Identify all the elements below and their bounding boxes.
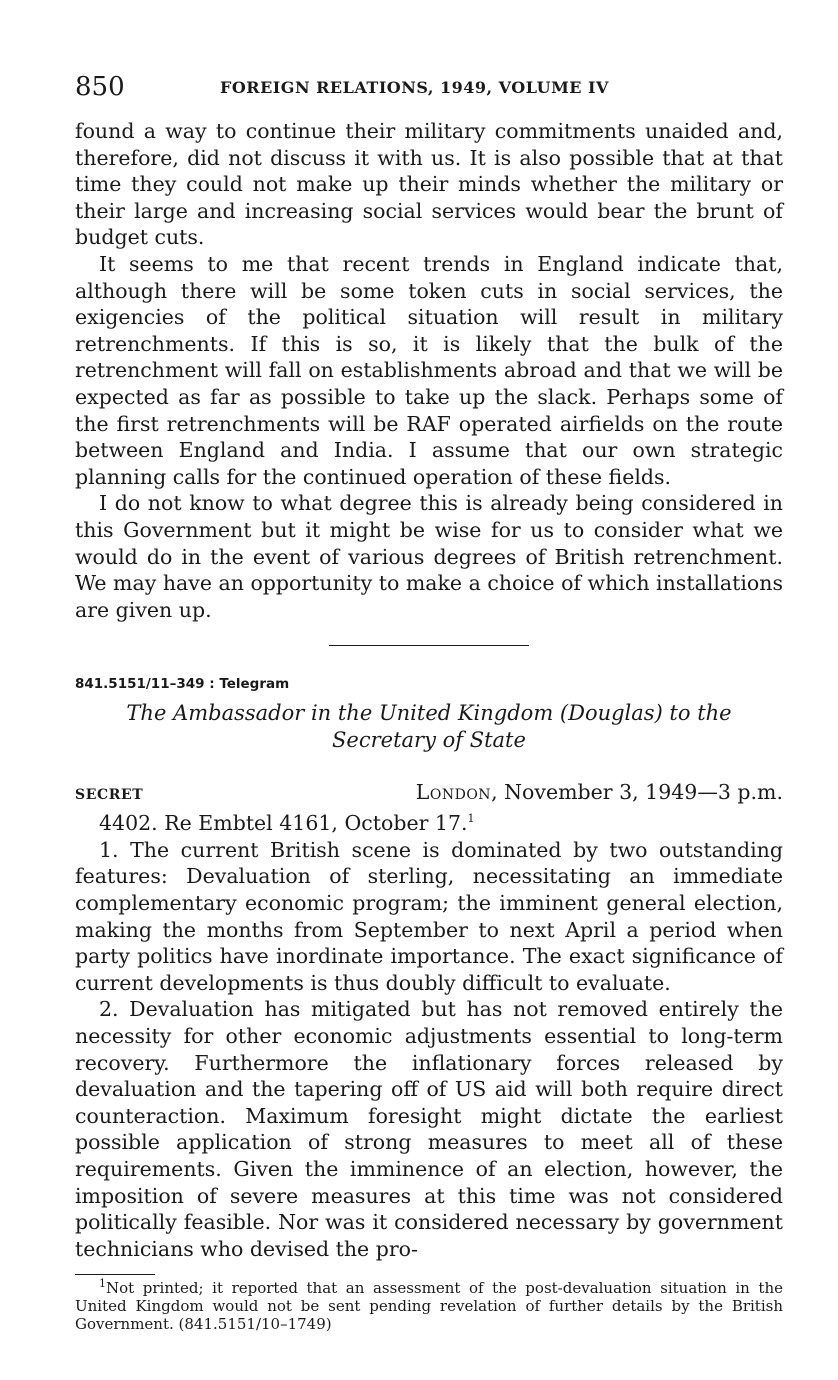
footnote-text: Not printed; it reported that an assessment of the post-devaluation situation in the United Kingdom would not be sent pending revelation of further details by the British Government. (841.5151/10–1749): [75, 1279, 783, 1334]
page-number: 850: [75, 72, 125, 102]
dateline-date: , November 3, 1949—3 p.m.: [491, 780, 783, 805]
running-title: FOREIGN RELATIONS, 1949, VOLUME IV: [220, 78, 609, 97]
dateline-city: London: [415, 780, 492, 805]
dateline: [416, 780, 783, 804]
footnote-divider: [75, 1274, 155, 1275]
section-divider: [329, 645, 529, 646]
document-page: [75, 70, 783, 1333]
document-heading: The Ambassador in the United Kingdom (Douglas) to the Secretary of State: [126, 701, 732, 753]
continuation-text: [75, 118, 783, 623]
dateline-row: [75, 780, 783, 804]
telegram-paragraph-1: 1. The current British scene is dominated by two outstanding features: Devaluation of sterling, necessitating an immediate complementary economic program; the imminent general election, making the months from September to next April a period when party politics have inordinate importance. The exact significance of current developments is thus doubly difficult to evaluate.: [75, 837, 783, 995]
continuation-paragraph-3: I do not know to what degree this is already being considered in this Government but it might be wise for us to consider what we would do in the event of various degrees of British retrenchment. We may have an opportunity to make a choice of which installations are given up.: [75, 491, 783, 622]
footnote: [75, 1279, 783, 1333]
telegram-paragraph-2: 2. Devaluation has mitigated but has not removed entirely the necessity for other economic adjustments essential to long-term recovery. Furthermore the inflationary forces released by devaluation and the tapering off of US aid will both require direct counteraction. Maximum foresight might dictate the earliest possible application of strong measures to meet all of these requirements. Given the imminence of an election, however, the imposition of severe measures at this time was not considered politically feasible. Nor was it considered necessary by government technicians who devised the pro-: [75, 997, 783, 1261]
footnote-reference[interactable]: 1: [467, 812, 475, 826]
telegram-text: [75, 810, 783, 1262]
telegram-opening: [75, 810, 783, 837]
file-reference: 841.5151/11–349 : Telegram: [75, 676, 290, 693]
telegram-opening-text: 4402. Re Embtel 4161, October 17.: [99, 811, 468, 836]
continuation-paragraph-2: It seems to me that recent trends in England indicate that, although there will be some token cuts in social services, the exigencies of the political situation will result in military retrenchments. If this is so, it is likely that the bulk of the retrenchment will fall on establishments abroad and that we will be expected as far as possible to take up the slack. Perhaps some of the first retrenchments will be RAF operated airfields on the route between England and India. I assume that our own strategic planning calls for the continued operation of these fields.: [75, 251, 783, 489]
running-head: [75, 70, 783, 110]
classification-label: SECRET: [75, 787, 144, 804]
continuation-paragraph-1: found a way to continue their military commitments unaided and, therefore, did not discuss it with us. It is also possible that at that time they could not make up their minds whether the military or their large and increasing social services would bear the brunt of budget cuts.: [75, 119, 783, 250]
footnote-marker: 1: [99, 1277, 106, 1291]
